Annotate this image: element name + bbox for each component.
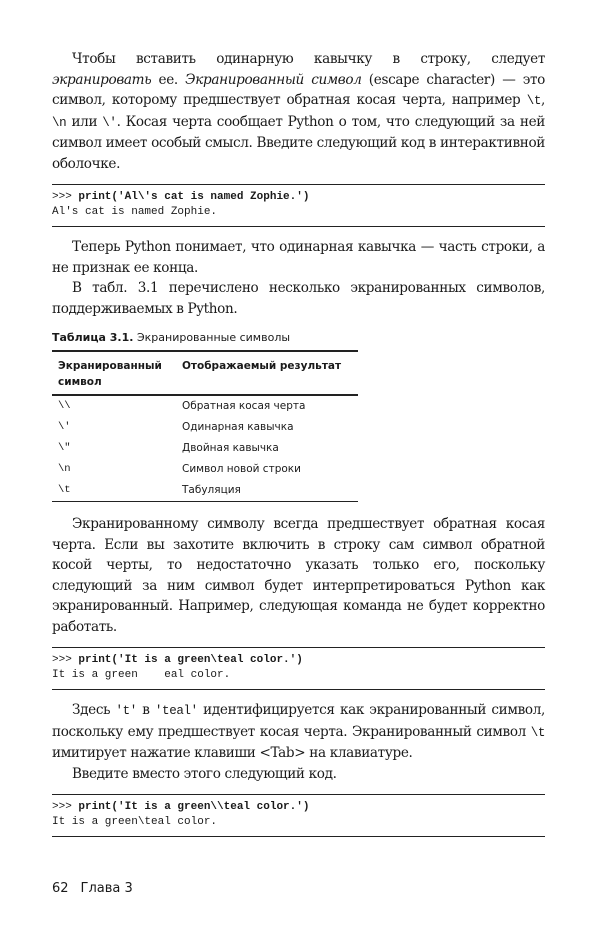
text: ее. bbox=[151, 71, 186, 88]
code-input bbox=[52, 800, 545, 815]
text: . Косая черта сообщает Python о том, что следующий за ней символ имеет особый смысл. Введите следующий код в интерактивной оболочке. bbox=[52, 113, 545, 172]
cell: \t bbox=[58, 484, 71, 496]
table-row bbox=[52, 417, 358, 438]
command: print('It is a green\teal color.') bbox=[78, 654, 303, 666]
code-output: It is a green eal color. bbox=[52, 669, 231, 681]
text: Введите вместо этого следующий код. bbox=[72, 765, 337, 782]
prompt: >>> bbox=[52, 191, 79, 203]
code-input bbox=[52, 653, 545, 668]
cell: \n bbox=[58, 463, 71, 475]
page-footer bbox=[52, 881, 545, 896]
cell: \" bbox=[58, 442, 71, 454]
inline-code: \' bbox=[102, 115, 117, 130]
cell: \\ bbox=[58, 400, 71, 412]
command: print('It is a green\\teal color.') bbox=[78, 801, 310, 813]
table-row bbox=[52, 480, 358, 502]
table-row bbox=[52, 395, 358, 417]
page-number: 62 bbox=[52, 881, 69, 896]
code-input bbox=[52, 190, 545, 205]
inline-code: 'teal' bbox=[154, 704, 198, 718]
escape-characters-table bbox=[52, 350, 358, 502]
prompt: >>> bbox=[52, 654, 79, 666]
inline-code: \t bbox=[530, 725, 545, 740]
paragraph-4 bbox=[52, 514, 545, 637]
column-header: Отображаемый результат bbox=[176, 351, 358, 395]
inline-code: \t bbox=[526, 94, 542, 108]
cell: Табуляция bbox=[182, 484, 241, 496]
code-output: It is a green\teal color. bbox=[52, 816, 218, 828]
table-caption bbox=[52, 331, 545, 344]
text: в bbox=[136, 702, 155, 718]
emphasis: экранировать bbox=[52, 71, 152, 88]
code-block-2 bbox=[52, 647, 545, 690]
code-block-3 bbox=[52, 794, 545, 837]
caption-text: Экранированные символы bbox=[133, 331, 291, 344]
table-row bbox=[52, 459, 358, 480]
caption-number: Таблица 3.1. bbox=[52, 331, 134, 344]
cell: Обратная косая черта bbox=[182, 400, 306, 412]
column-header: Экранированный символ bbox=[52, 351, 176, 395]
text: Здесь bbox=[72, 702, 116, 718]
text: или bbox=[66, 113, 103, 130]
cell: Одинарная кавычка bbox=[182, 421, 294, 433]
command: print('Al\'s cat is named Zophie.') bbox=[78, 191, 310, 203]
text: Теперь Python понимает, что одинарная кавычка — часть строки, а не признак ее конца. bbox=[52, 239, 545, 276]
text: , bbox=[541, 92, 545, 108]
paragraph-5 bbox=[52, 700, 545, 784]
text: идентифицируется как экранированный символ, поскольку ему предшествует косая черта. Экранированный символ bbox=[52, 702, 546, 740]
code-block-1 bbox=[52, 184, 545, 227]
text: Чтобы вставить одинарную кавычку в строку, следует bbox=[72, 51, 545, 67]
chapter-label: Глава 3 bbox=[80, 881, 133, 896]
paragraph-2 bbox=[52, 237, 545, 319]
inline-code: \n bbox=[52, 115, 67, 130]
text: Экранированному символу всегда предшествует обратная косая черта. Если вы захотите включить в строку сам символ обратной косой черты, то недостаточно указать только его, поскольку следующий за ним символ будет интерпретироваться Python как экранированный. Например, следующая команда не будет корректно работать. bbox=[52, 516, 545, 635]
paragraph-escape-intro bbox=[52, 49, 545, 174]
cell: Двойная кавычка bbox=[182, 442, 279, 454]
code-output: Al's cat is named Zophie. bbox=[52, 206, 218, 218]
cell: Символ новой строки bbox=[182, 463, 301, 475]
text: имитирует нажатие клавиши <Tab> на клавиатуре. bbox=[52, 745, 413, 761]
table-row bbox=[52, 438, 358, 459]
cell: \' bbox=[58, 421, 71, 433]
text: (escape character) — это символ, которому предшествует обратная косая черта, например bbox=[52, 71, 545, 108]
inline-code: 't' bbox=[115, 704, 137, 718]
prompt: >>> bbox=[52, 801, 79, 813]
text: В табл. 3.1 перечислено несколько экранированных символов, поддерживаемых в Python. bbox=[52, 280, 545, 317]
term: Экранированный символ bbox=[185, 71, 362, 88]
